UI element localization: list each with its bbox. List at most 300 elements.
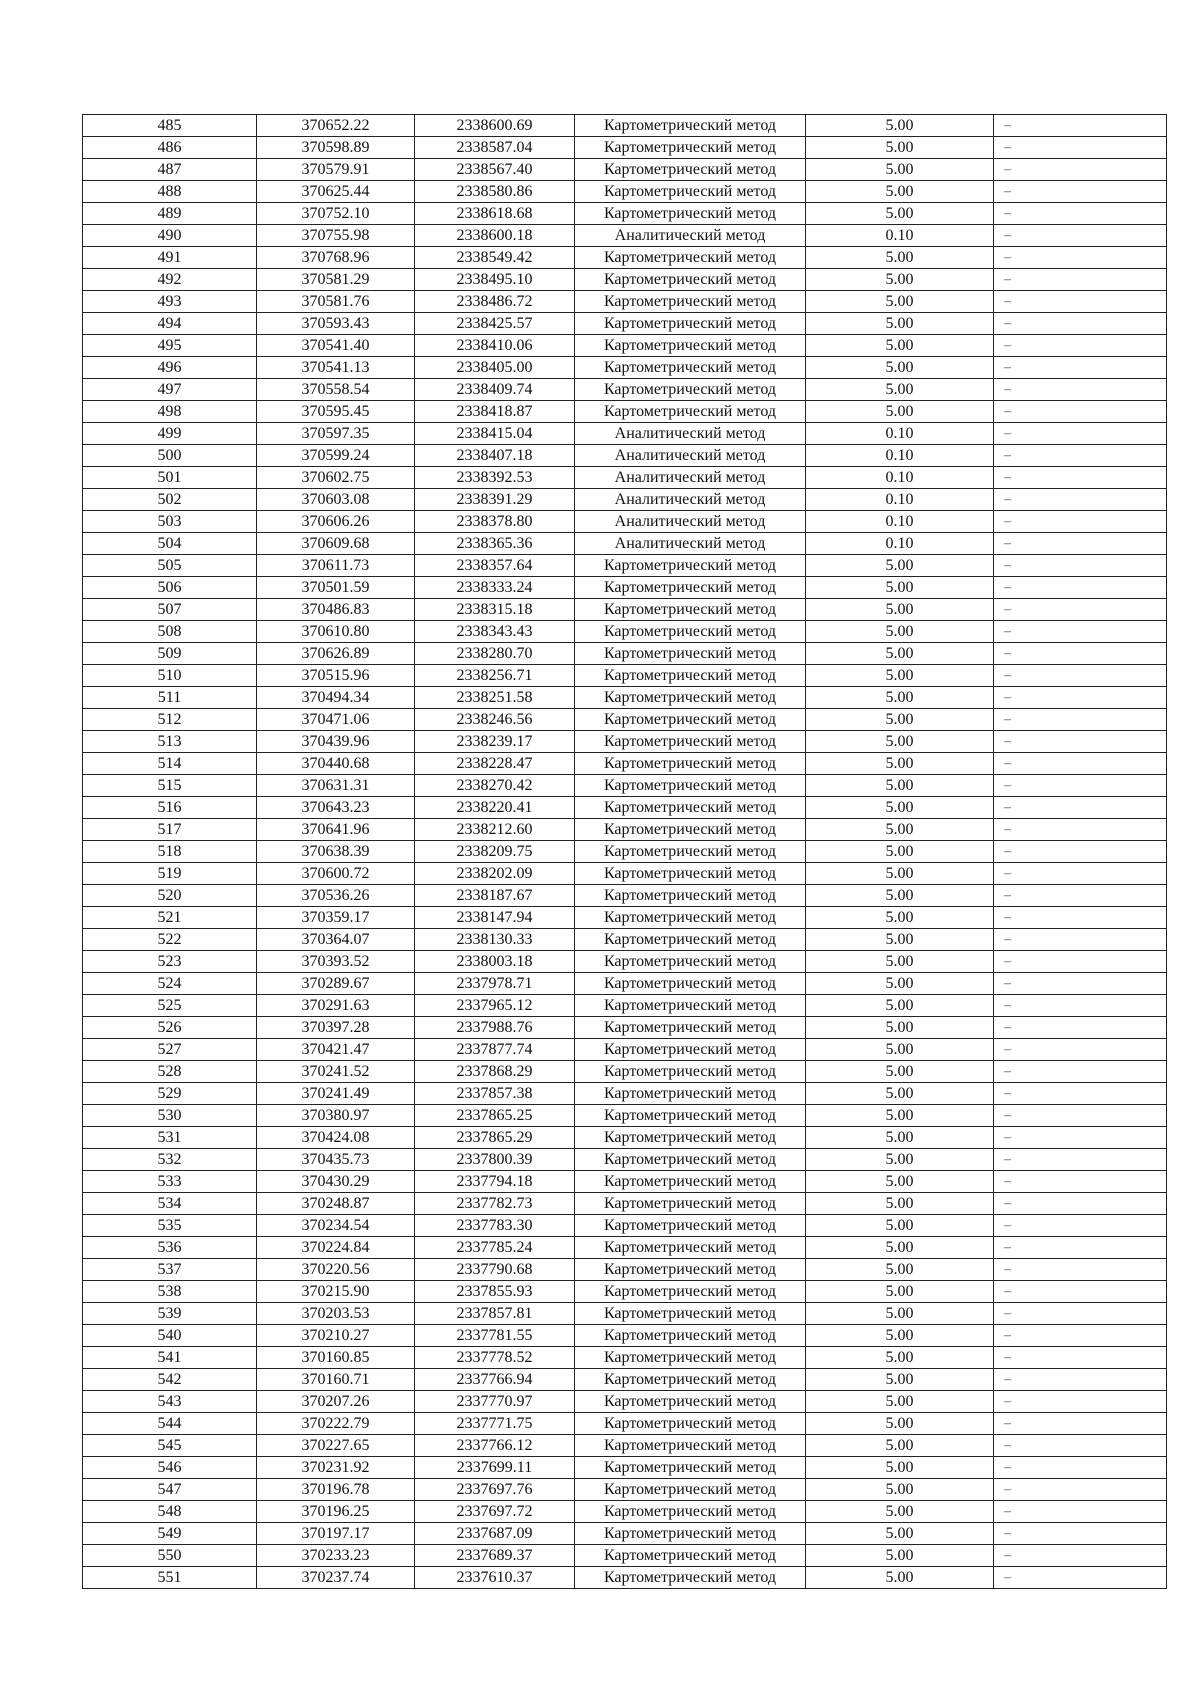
x-coordinate-cell: 370359.17 (257, 907, 415, 929)
note-cell: – (994, 621, 1167, 643)
coordinates-table (82, 114, 1167, 1589)
point-number-cell: 534 (83, 1193, 257, 1215)
point-number-cell: 492 (83, 269, 257, 291)
table-row (83, 1457, 1167, 1479)
note-cell: – (994, 1435, 1167, 1457)
accuracy-cell: 5.00 (806, 819, 994, 841)
table-row (83, 907, 1167, 929)
method-cell: Картометрический метод (575, 885, 806, 907)
accuracy-cell: 5.00 (806, 1567, 994, 1589)
method-cell: Картометрический метод (575, 819, 806, 841)
note-cell: – (994, 775, 1167, 797)
point-number-cell: 536 (83, 1237, 257, 1259)
point-number-cell: 546 (83, 1457, 257, 1479)
table-row (83, 929, 1167, 951)
note-cell: – (994, 1259, 1167, 1281)
accuracy-cell: 5.00 (806, 1281, 994, 1303)
x-coordinate-cell: 370289.67 (257, 973, 415, 995)
note-cell: – (994, 115, 1167, 137)
y-coordinate-cell: 2338280.70 (415, 643, 575, 665)
table-row (83, 313, 1167, 335)
x-coordinate-cell: 370638.39 (257, 841, 415, 863)
point-number-cell: 486 (83, 137, 257, 159)
accuracy-cell: 5.00 (806, 1259, 994, 1281)
table-row (83, 1215, 1167, 1237)
point-number-cell: 499 (83, 423, 257, 445)
accuracy-cell: 5.00 (806, 313, 994, 335)
y-coordinate-cell: 2337868.29 (415, 1061, 575, 1083)
accuracy-cell: 5.00 (806, 1061, 994, 1083)
point-number-cell: 517 (83, 819, 257, 841)
y-coordinate-cell: 2337783.30 (415, 1215, 575, 1237)
x-coordinate-cell: 370471.06 (257, 709, 415, 731)
x-coordinate-cell: 370215.90 (257, 1281, 415, 1303)
table-row (83, 511, 1167, 533)
point-number-cell: 540 (83, 1325, 257, 1347)
accuracy-cell: 0.10 (806, 467, 994, 489)
table-row (83, 1523, 1167, 1545)
table-row (83, 1347, 1167, 1369)
accuracy-cell: 5.00 (806, 1039, 994, 1061)
note-cell: – (994, 159, 1167, 181)
note-cell: – (994, 885, 1167, 907)
table-row (83, 1501, 1167, 1523)
y-coordinate-cell: 2338410.06 (415, 335, 575, 357)
point-number-cell: 513 (83, 731, 257, 753)
accuracy-cell: 0.10 (806, 445, 994, 467)
x-coordinate-cell: 370291.63 (257, 995, 415, 1017)
method-cell: Картометрический метод (575, 577, 806, 599)
accuracy-cell: 5.00 (806, 357, 994, 379)
accuracy-cell: 5.00 (806, 731, 994, 753)
note-cell: – (994, 1413, 1167, 1435)
point-number-cell: 504 (83, 533, 257, 555)
note-cell: – (994, 907, 1167, 929)
point-number-cell: 538 (83, 1281, 257, 1303)
note-cell: – (994, 533, 1167, 555)
method-cell: Картометрический метод (575, 357, 806, 379)
accuracy-cell: 5.00 (806, 599, 994, 621)
x-coordinate-cell: 370755.98 (257, 225, 415, 247)
table-row (83, 1479, 1167, 1501)
y-coordinate-cell: 2337855.93 (415, 1281, 575, 1303)
point-number-cell: 537 (83, 1259, 257, 1281)
method-cell: Картометрический метод (575, 1127, 806, 1149)
accuracy-cell: 5.00 (806, 335, 994, 357)
point-number-cell: 541 (83, 1347, 257, 1369)
note-cell: – (994, 181, 1167, 203)
y-coordinate-cell: 2337689.37 (415, 1545, 575, 1567)
accuracy-cell: 5.00 (806, 973, 994, 995)
method-cell: Картометрический метод (575, 1237, 806, 1259)
method-cell: Картометрический метод (575, 907, 806, 929)
accuracy-cell: 0.10 (806, 533, 994, 555)
accuracy-cell: 5.00 (806, 775, 994, 797)
x-coordinate-cell: 370501.59 (257, 577, 415, 599)
accuracy-cell: 0.10 (806, 423, 994, 445)
note-cell: – (994, 1237, 1167, 1259)
point-number-cell: 497 (83, 379, 257, 401)
point-number-cell: 509 (83, 643, 257, 665)
note-cell: – (994, 467, 1167, 489)
point-number-cell: 544 (83, 1413, 257, 1435)
note-cell: – (994, 313, 1167, 335)
table-row (83, 1127, 1167, 1149)
point-number-cell: 542 (83, 1369, 257, 1391)
method-cell: Картометрический метод (575, 1215, 806, 1237)
accuracy-cell: 5.00 (806, 1083, 994, 1105)
point-number-cell: 500 (83, 445, 257, 467)
note-cell: – (994, 643, 1167, 665)
note-cell: – (994, 379, 1167, 401)
x-coordinate-cell: 370227.65 (257, 1435, 415, 1457)
method-cell: Аналитический метод (575, 489, 806, 511)
accuracy-cell: 5.00 (806, 1369, 994, 1391)
table-row (83, 1303, 1167, 1325)
accuracy-cell: 5.00 (806, 291, 994, 313)
table-row (83, 533, 1167, 555)
table-row (83, 577, 1167, 599)
y-coordinate-cell: 2337877.74 (415, 1039, 575, 1061)
table-row (83, 1391, 1167, 1413)
y-coordinate-cell: 2337697.72 (415, 1501, 575, 1523)
y-coordinate-cell: 2338357.64 (415, 555, 575, 577)
y-coordinate-cell: 2338409.74 (415, 379, 575, 401)
method-cell: Картометрический метод (575, 1259, 806, 1281)
note-cell: – (994, 1193, 1167, 1215)
method-cell: Картометрический метод (575, 1479, 806, 1501)
method-cell: Картометрический метод (575, 1039, 806, 1061)
y-coordinate-cell: 2338270.42 (415, 775, 575, 797)
table-row (83, 445, 1167, 467)
table-row (83, 1083, 1167, 1105)
note-cell: – (994, 1369, 1167, 1391)
y-coordinate-cell: 2338415.04 (415, 423, 575, 445)
x-coordinate-cell: 370599.24 (257, 445, 415, 467)
point-number-cell: 531 (83, 1127, 257, 1149)
note-cell: – (994, 577, 1167, 599)
table-row (83, 181, 1167, 203)
note-cell: – (994, 1215, 1167, 1237)
x-coordinate-cell: 370593.43 (257, 313, 415, 335)
accuracy-cell: 5.00 (806, 753, 994, 775)
point-number-cell: 526 (83, 1017, 257, 1039)
note-cell: – (994, 951, 1167, 973)
note-cell: – (994, 1523, 1167, 1545)
note-cell: – (994, 929, 1167, 951)
y-coordinate-cell: 2338333.24 (415, 577, 575, 599)
x-coordinate-cell: 370768.96 (257, 247, 415, 269)
point-number-cell: 503 (83, 511, 257, 533)
table-row (83, 973, 1167, 995)
accuracy-cell: 5.00 (806, 1237, 994, 1259)
table-row (83, 1325, 1167, 1347)
point-number-cell: 527 (83, 1039, 257, 1061)
x-coordinate-cell: 370598.89 (257, 137, 415, 159)
accuracy-cell: 5.00 (806, 1457, 994, 1479)
x-coordinate-cell: 370196.78 (257, 1479, 415, 1501)
table-row (83, 247, 1167, 269)
note-cell: – (994, 423, 1167, 445)
point-number-cell: 518 (83, 841, 257, 863)
y-coordinate-cell: 2338003.18 (415, 951, 575, 973)
accuracy-cell: 5.00 (806, 1391, 994, 1413)
y-coordinate-cell: 2337965.12 (415, 995, 575, 1017)
accuracy-cell: 5.00 (806, 1523, 994, 1545)
table-row (83, 1259, 1167, 1281)
accuracy-cell: 5.00 (806, 1303, 994, 1325)
x-coordinate-cell: 370203.53 (257, 1303, 415, 1325)
x-coordinate-cell: 370241.49 (257, 1083, 415, 1105)
point-number-cell: 498 (83, 401, 257, 423)
note-cell: – (994, 731, 1167, 753)
table-row (83, 665, 1167, 687)
y-coordinate-cell: 2338343.43 (415, 621, 575, 643)
table-row (83, 489, 1167, 511)
note-cell: – (994, 1017, 1167, 1039)
accuracy-cell: 0.10 (806, 489, 994, 511)
table-row (83, 709, 1167, 731)
table-row (83, 357, 1167, 379)
x-coordinate-cell: 370424.08 (257, 1127, 415, 1149)
y-coordinate-cell: 2338378.80 (415, 511, 575, 533)
x-coordinate-cell: 370643.23 (257, 797, 415, 819)
table-row (83, 1435, 1167, 1457)
y-coordinate-cell: 2338567.40 (415, 159, 575, 181)
table-row (83, 269, 1167, 291)
accuracy-cell: 5.00 (806, 269, 994, 291)
accuracy-cell: 5.00 (806, 203, 994, 225)
accuracy-cell: 5.00 (806, 401, 994, 423)
note-cell: – (994, 401, 1167, 423)
accuracy-cell: 5.00 (806, 1149, 994, 1171)
note-cell: – (994, 1105, 1167, 1127)
y-coordinate-cell: 2338391.29 (415, 489, 575, 511)
method-cell: Картометрический метод (575, 753, 806, 775)
accuracy-cell: 5.00 (806, 1325, 994, 1347)
method-cell: Картометрический метод (575, 159, 806, 181)
table-row (83, 1193, 1167, 1215)
y-coordinate-cell: 2338405.00 (415, 357, 575, 379)
x-coordinate-cell: 370210.27 (257, 1325, 415, 1347)
x-coordinate-cell: 370581.76 (257, 291, 415, 313)
note-cell: – (994, 819, 1167, 841)
point-number-cell: 508 (83, 621, 257, 643)
accuracy-cell: 5.00 (806, 885, 994, 907)
x-coordinate-cell: 370595.45 (257, 401, 415, 423)
accuracy-cell: 0.10 (806, 511, 994, 533)
table-row (83, 797, 1167, 819)
y-coordinate-cell: 2338209.75 (415, 841, 575, 863)
x-coordinate-cell: 370196.25 (257, 1501, 415, 1523)
table-row (83, 1171, 1167, 1193)
x-coordinate-cell: 370752.10 (257, 203, 415, 225)
method-cell: Картометрический метод (575, 665, 806, 687)
table-row (83, 1105, 1167, 1127)
accuracy-cell: 5.00 (806, 1501, 994, 1523)
point-number-cell: 532 (83, 1149, 257, 1171)
method-cell: Картометрический метод (575, 1391, 806, 1413)
x-coordinate-cell: 370380.97 (257, 1105, 415, 1127)
y-coordinate-cell: 2338495.10 (415, 269, 575, 291)
note-cell: – (994, 1083, 1167, 1105)
method-cell: Аналитический метод (575, 467, 806, 489)
x-coordinate-cell: 370515.96 (257, 665, 415, 687)
method-cell: Картометрический метод (575, 1061, 806, 1083)
method-cell: Картометрический метод (575, 995, 806, 1017)
method-cell: Картометрический метод (575, 621, 806, 643)
note-cell: – (994, 753, 1167, 775)
point-number-cell: 505 (83, 555, 257, 577)
method-cell: Картометрический метод (575, 379, 806, 401)
table-row (83, 1369, 1167, 1391)
y-coordinate-cell: 2337785.24 (415, 1237, 575, 1259)
method-cell: Картометрический метод (575, 1193, 806, 1215)
note-cell: – (994, 973, 1167, 995)
y-coordinate-cell: 2337794.18 (415, 1171, 575, 1193)
note-cell: – (994, 335, 1167, 357)
method-cell: Картометрический метод (575, 1347, 806, 1369)
note-cell: – (994, 1545, 1167, 1567)
note-cell: – (994, 599, 1167, 621)
table-row (83, 775, 1167, 797)
method-cell: Аналитический метод (575, 423, 806, 445)
x-coordinate-cell: 370233.23 (257, 1545, 415, 1567)
point-number-cell: 489 (83, 203, 257, 225)
accuracy-cell: 5.00 (806, 995, 994, 1017)
method-cell: Аналитический метод (575, 225, 806, 247)
point-number-cell: 519 (83, 863, 257, 885)
method-cell: Картометрический метод (575, 929, 806, 951)
accuracy-cell: 5.00 (806, 797, 994, 819)
table-row (83, 115, 1167, 137)
y-coordinate-cell: 2338220.41 (415, 797, 575, 819)
method-cell: Картометрический метод (575, 247, 806, 269)
y-coordinate-cell: 2338147.94 (415, 907, 575, 929)
y-coordinate-cell: 2338418.87 (415, 401, 575, 423)
note-cell: – (994, 1061, 1167, 1083)
method-cell: Картометрический метод (575, 1369, 806, 1391)
y-coordinate-cell: 2338202.09 (415, 863, 575, 885)
x-coordinate-cell: 370430.29 (257, 1171, 415, 1193)
point-number-cell: 514 (83, 753, 257, 775)
point-number-cell: 549 (83, 1523, 257, 1545)
y-coordinate-cell: 2338549.42 (415, 247, 575, 269)
method-cell: Картометрический метод (575, 1523, 806, 1545)
note-cell: – (994, 489, 1167, 511)
note-cell: – (994, 1171, 1167, 1193)
point-number-cell: 488 (83, 181, 257, 203)
point-number-cell: 530 (83, 1105, 257, 1127)
method-cell: Картометрический метод (575, 1149, 806, 1171)
point-number-cell: 507 (83, 599, 257, 621)
point-number-cell: 551 (83, 1567, 257, 1589)
note-cell: – (994, 863, 1167, 885)
point-number-cell: 512 (83, 709, 257, 731)
y-coordinate-cell: 2338425.57 (415, 313, 575, 335)
note-cell: – (994, 709, 1167, 731)
method-cell: Картометрический метод (575, 1501, 806, 1523)
method-cell: Картометрический метод (575, 687, 806, 709)
note-cell: – (994, 225, 1167, 247)
accuracy-cell: 5.00 (806, 1017, 994, 1039)
y-coordinate-cell: 2337857.81 (415, 1303, 575, 1325)
note-cell: – (994, 1325, 1167, 1347)
point-number-cell: 487 (83, 159, 257, 181)
accuracy-cell: 5.00 (806, 379, 994, 401)
point-number-cell: 548 (83, 1501, 257, 1523)
accuracy-cell: 5.00 (806, 555, 994, 577)
method-cell: Картометрический метод (575, 1457, 806, 1479)
table-row (83, 1545, 1167, 1567)
table-row (83, 841, 1167, 863)
point-number-cell: 491 (83, 247, 257, 269)
table-row (83, 1017, 1167, 1039)
note-cell: – (994, 665, 1167, 687)
accuracy-cell: 5.00 (806, 137, 994, 159)
note-cell: – (994, 1303, 1167, 1325)
method-cell: Картометрический метод (575, 1017, 806, 1039)
x-coordinate-cell: 370421.47 (257, 1039, 415, 1061)
point-number-cell: 520 (83, 885, 257, 907)
x-coordinate-cell: 370486.83 (257, 599, 415, 621)
accuracy-cell: 5.00 (806, 577, 994, 599)
method-cell: Картометрический метод (575, 137, 806, 159)
y-coordinate-cell: 2338600.69 (415, 115, 575, 137)
point-number-cell: 533 (83, 1171, 257, 1193)
x-coordinate-cell: 370439.96 (257, 731, 415, 753)
note-cell: – (994, 445, 1167, 467)
note-cell: – (994, 995, 1167, 1017)
note-cell: – (994, 1347, 1167, 1369)
note-cell: – (994, 511, 1167, 533)
table-row (83, 687, 1167, 709)
accuracy-cell: 5.00 (806, 621, 994, 643)
x-coordinate-cell: 370494.34 (257, 687, 415, 709)
y-coordinate-cell: 2337771.75 (415, 1413, 575, 1435)
method-cell: Картометрический метод (575, 1567, 806, 1589)
point-number-cell: 539 (83, 1303, 257, 1325)
coordinates-table-body (83, 115, 1167, 1589)
point-number-cell: 511 (83, 687, 257, 709)
method-cell: Картометрический метод (575, 1413, 806, 1435)
method-cell: Картометрический метод (575, 115, 806, 137)
accuracy-cell: 5.00 (806, 907, 994, 929)
x-coordinate-cell: 370241.52 (257, 1061, 415, 1083)
table-row (83, 1237, 1167, 1259)
method-cell: Аналитический метод (575, 533, 806, 555)
method-cell: Картометрический метод (575, 1083, 806, 1105)
table-row (83, 1281, 1167, 1303)
method-cell: Картометрический метод (575, 1435, 806, 1457)
method-cell: Картометрический метод (575, 1325, 806, 1347)
method-cell: Картометрический метод (575, 1303, 806, 1325)
accuracy-cell: 5.00 (806, 929, 994, 951)
method-cell: Картометрический метод (575, 1171, 806, 1193)
table-row (83, 621, 1167, 643)
method-cell: Аналитический метод (575, 445, 806, 467)
y-coordinate-cell: 2337766.12 (415, 1435, 575, 1457)
method-cell: Картометрический метод (575, 951, 806, 973)
point-number-cell: 529 (83, 1083, 257, 1105)
note-cell: – (994, 137, 1167, 159)
method-cell: Картометрический метод (575, 643, 806, 665)
table-row (83, 225, 1167, 247)
x-coordinate-cell: 370222.79 (257, 1413, 415, 1435)
x-coordinate-cell: 370625.44 (257, 181, 415, 203)
y-coordinate-cell: 2337790.68 (415, 1259, 575, 1281)
accuracy-cell: 5.00 (806, 1479, 994, 1501)
